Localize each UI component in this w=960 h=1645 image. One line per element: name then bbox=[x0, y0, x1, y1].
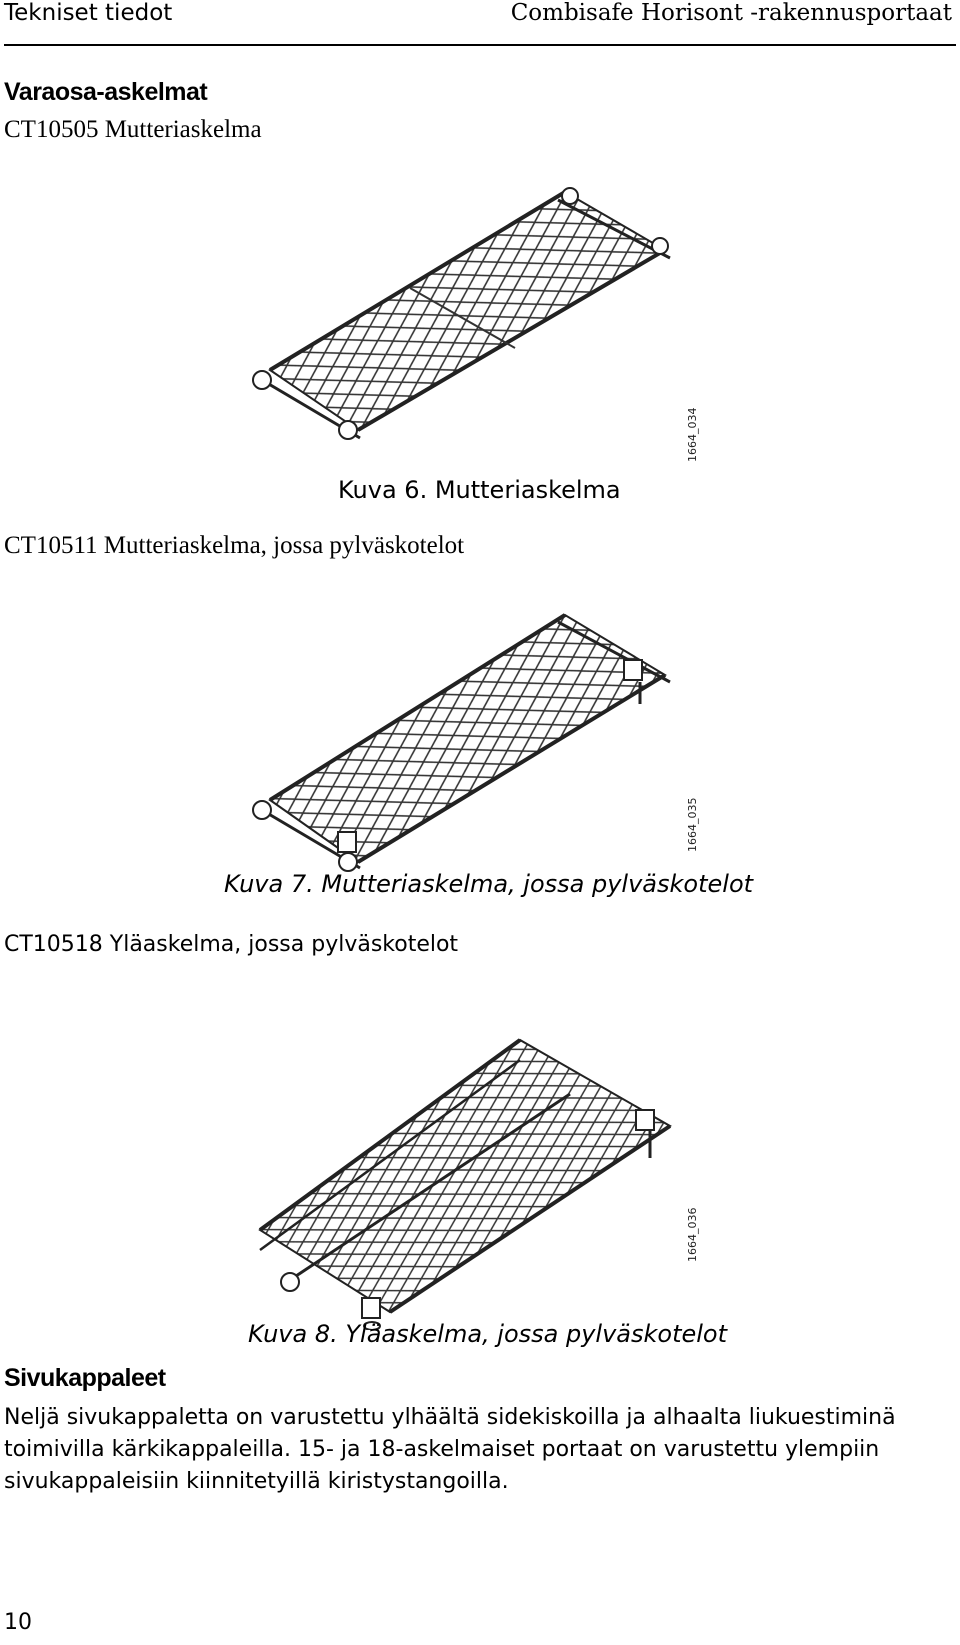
figure-6-caption: Kuva 6. Mutteriaskelma bbox=[338, 476, 621, 504]
side-pieces-paragraph bbox=[4, 1402, 954, 1498]
figure-7-id: 1664_035 bbox=[686, 797, 699, 852]
header-section-title: Tekniset tiedot bbox=[4, 0, 173, 26]
item-ct10511-title: CT10511 Mutteriaskelma, jossa pylväskotelot bbox=[4, 532, 465, 559]
step-drawing-figure-6 bbox=[240, 180, 680, 450]
figure-8-caption: Kuva 8. Yläaskelma, jossa pylväskotelot bbox=[248, 1320, 728, 1348]
section-title-side-pieces: Sivukappaleet bbox=[4, 1364, 166, 1392]
item-ct10505-title: CT10505 Mutteriaskelma bbox=[4, 116, 262, 143]
step-drawing-figure-8 bbox=[250, 1030, 690, 1330]
figure-8-id: 1664_036 bbox=[686, 1207, 699, 1262]
paragraph-line: sivukappaleisiin kiinnitetyillä kiristystangoilla. bbox=[4, 1469, 509, 1494]
figure-6-id: 1664_034 bbox=[686, 407, 699, 462]
paragraph-line: toimivilla kärkikappaleilla. 15- ja 18-askelmaiset portaat on varustettu ylempiin bbox=[4, 1437, 880, 1462]
step-drawing-figure-7 bbox=[240, 600, 680, 880]
paragraph-line: Neljä sivukappaletta on varustettu ylhäältä sidekiskoilla ja alhaalta liukuestiminä bbox=[4, 1405, 896, 1430]
section-title-spare-steps: Varaosa-askelmat bbox=[4, 78, 208, 106]
page-number: 10 bbox=[4, 1610, 32, 1635]
item-ct10518-title: CT10518 Yläaskelma, jossa pylväskotelot bbox=[4, 932, 459, 957]
figure-7-caption: Kuva 7. Mutteriaskelma, jossa pylväskotelot bbox=[224, 870, 754, 898]
page-header bbox=[0, 0, 960, 48]
header-rule bbox=[4, 44, 956, 46]
header-document-title: Combisafe Horisont -rakennusportaat bbox=[510, 0, 952, 26]
